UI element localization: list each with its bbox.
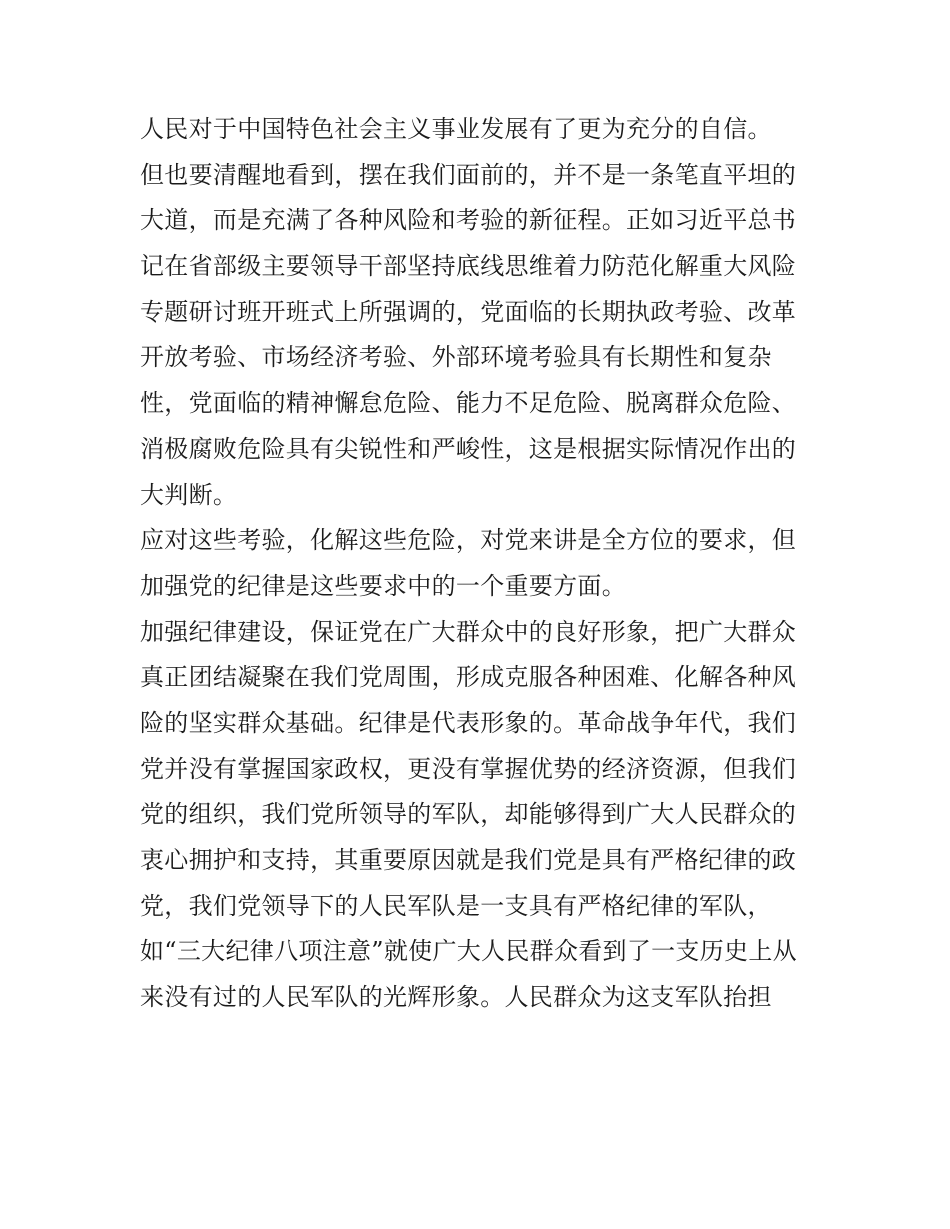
text-line: 党的组织，我们党所领导的军队，却能够得到广大人民群众的 [140,800,797,829]
text-line: 真正团结凝聚在我们党周围，形成克服各种困难、化解各种风 [140,663,797,692]
text-line: 开放考验、市场经济考验、外部环境考验具有长期性和复杂 [140,343,772,372]
document-body [140,107,820,1021]
text-line: 性，党面临的精神懈怠危险、能力不足危险、脱离群众危险、 [140,389,797,418]
text-line: 党并没有掌握国家政权，更没有掌握优势的经济资源，但我们 [140,754,797,783]
text-line: 如“三大纪律八项注意”就使广大人民群众看到了一支历史上从 [140,937,797,966]
text-line: 消极腐败危险具有尖锐性和严峻性，这是根据实际情况作出的 [140,434,797,463]
text-line: 专题研讨班开班式上所强调的，党面临的长期执政考验、改革 [140,297,797,326]
text-line: 加强纪律建设，保证党在广大群众中的良好形象，把广大群众 [140,617,797,646]
text-line: 来没有过的人民军队的光辉形象。人民群众为这支军队抬担 [140,983,772,1012]
text-line: 衷心拥护和支持，其重要原因就是我们党是具有严格纪律的政 [140,846,797,874]
text-line: 记在省部级主要领导干部坚持底线思维着力防范化解重大风险 [140,252,797,281]
text-line: 险的坚实群众基础。纪律是代表形象的。革命战争年代，我们 [140,708,797,737]
text-line: 党，我们党领导下的人民军队是一支具有严格纪律的军队， [140,891,772,920]
text-line: 大判断。 [140,480,238,509]
text-line: 人民对于中国特色社会主义事业发展有了更为充分的自信。 [140,115,772,143]
text-line: 大道，而是充满了各种风险和考验的新征程。正如习近平总书 [140,206,797,235]
text-line: 但也要清醒地看到，摆在我们面前的，并不是一条笔直平坦的 [140,160,797,189]
text-line: 应对这些考验，化解这些危险，对党来讲是全方位的要求，但 [140,526,797,555]
text-line: 加强党的纪律是这些要求中的一个重要方面。 [140,571,626,600]
